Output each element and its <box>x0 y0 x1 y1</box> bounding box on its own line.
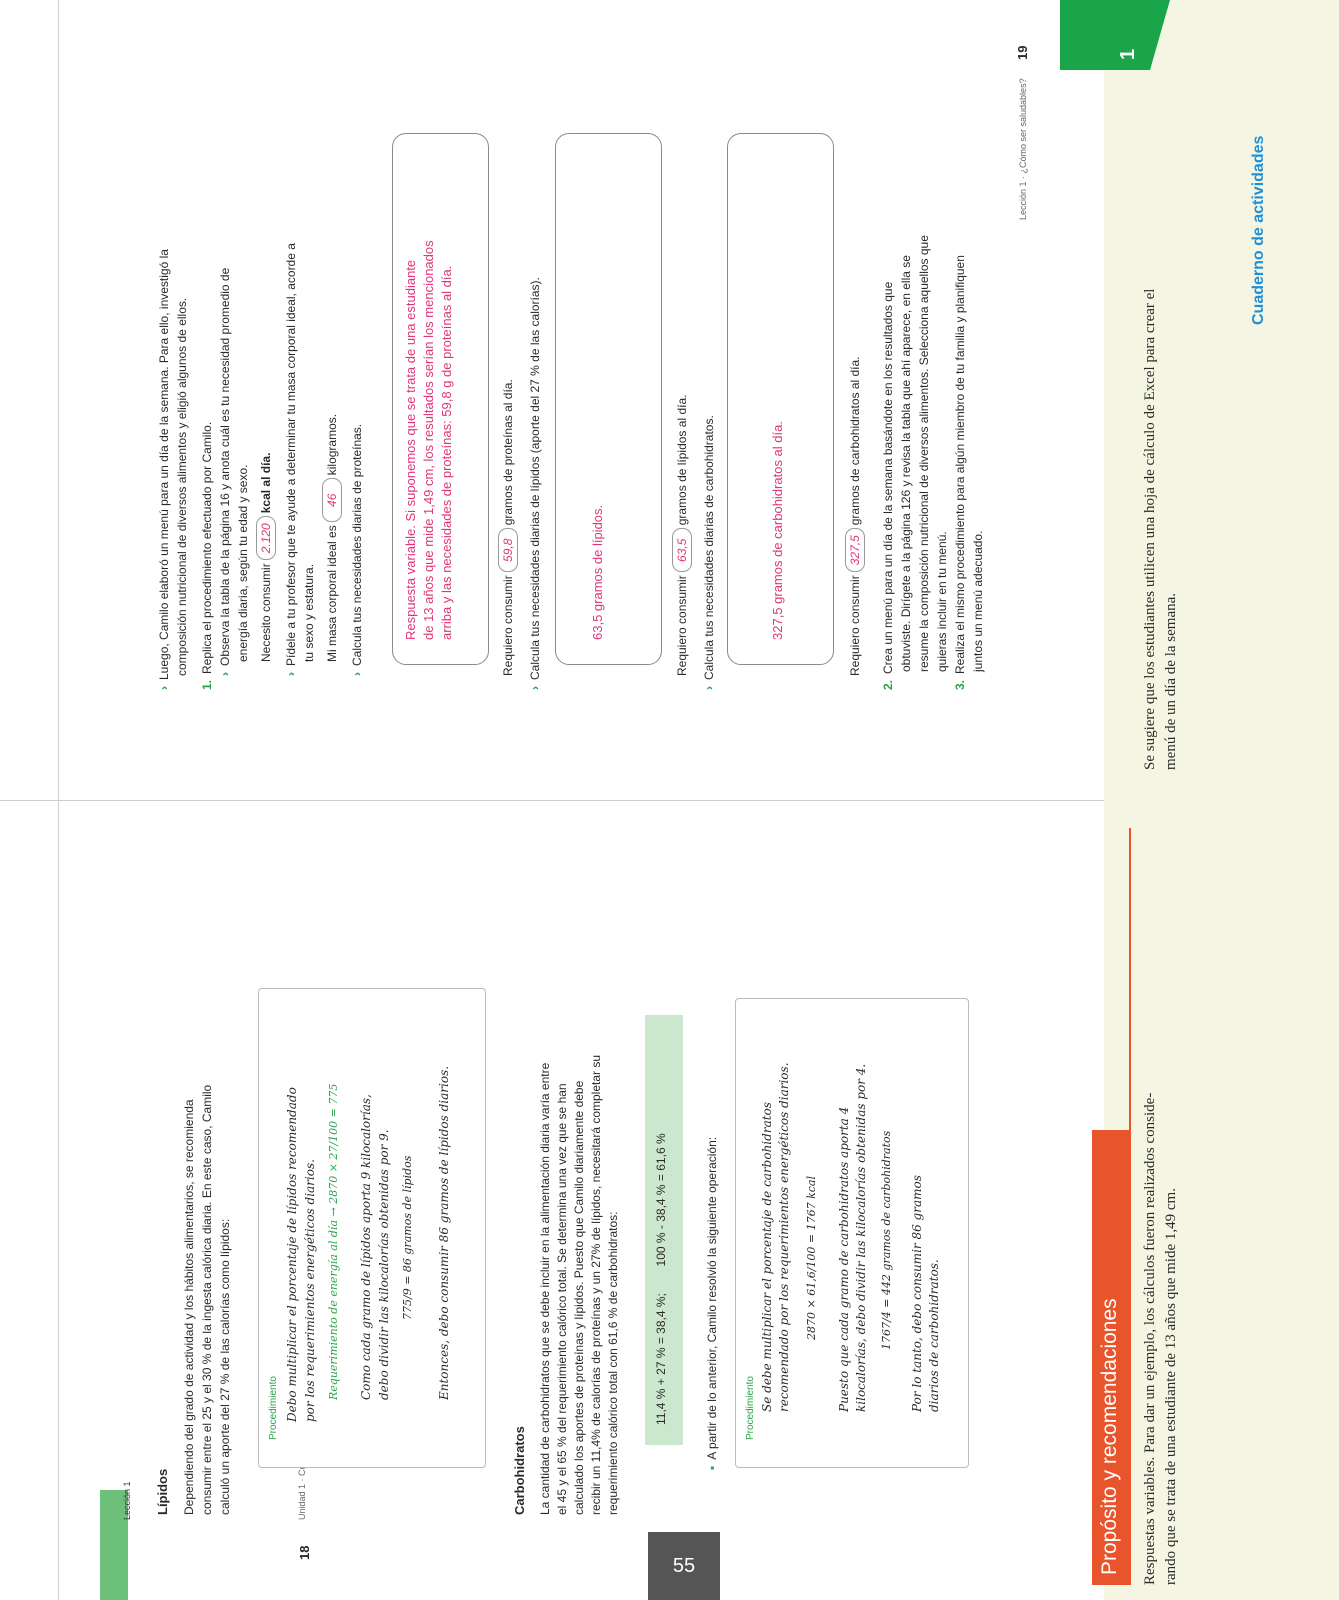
note-line: kilocalorías, debo dividir las kilocalorías obtenidas por 4. <box>854 1063 868 1412</box>
protein-field[interactable]: 59,8 <box>498 528 518 572</box>
carbohidratos-title: Carbohidratos <box>512 1426 527 1515</box>
energy-line <box>256 243 276 690</box>
text-segment: Calcula tus necesidades diarias de lípidos (aporte del 27 % de las calorías). <box>528 277 542 680</box>
left-page-number: 18 <box>297 1545 312 1560</box>
text-segment: kilogramos. <box>325 413 339 476</box>
text-segment: Mi masa corporal ideal es <box>325 525 339 662</box>
text-line: tu sexo y estatura. <box>302 563 316 662</box>
text-line: de 13 años que mide 1,49 cm, los resultados serían los mencionados <box>421 240 436 640</box>
lipid-answer: 63,5 gramos de lípidos. <box>590 504 605 640</box>
mass-line <box>322 243 342 690</box>
proposito-rule <box>1129 828 1131 1585</box>
intro-block <box>155 249 191 690</box>
text-line <box>198 243 216 690</box>
cuaderno-link[interactable]: Cuaderno de actividades <box>1250 135 1267 325</box>
note-line: recomendado por los requerimientos energéticos diarios. <box>777 1062 791 1412</box>
text-segment: Requiero consumir <box>501 575 515 676</box>
unit-tab <box>1060 0 1170 70</box>
text-line: recibir un 11,4% de calorías de proteínas y un 27% de lípidos, necesitará completar su <box>589 1054 603 1515</box>
text-segment: Replica el procedimiento efectuado por Camilo. <box>200 421 214 674</box>
arrow-icon: › <box>157 686 171 690</box>
arrow-icon: › <box>702 686 716 690</box>
note-line: Requerimiento de energía al día → 2870 × 27/100 = 775 <box>327 1083 340 1400</box>
lipid-line <box>672 395 718 690</box>
unit-tab-number: 1 <box>1117 48 1139 60</box>
text-line: Dependiendo del grado de actividad y los hábitos alimentarios, se recomienda <box>182 1099 196 1515</box>
text-line <box>216 243 234 690</box>
note-header: Procedimiento <box>268 1376 279 1440</box>
protein-line <box>498 277 544 690</box>
text-segment: Crea un menú para un día de la semana basándote en los resultados que <box>881 281 895 674</box>
carb-answer: 327,5 gramos de carbohidratos al día. <box>770 421 785 640</box>
bullet-icon: ▪ <box>705 1465 719 1470</box>
text-segment: gramos de proteínas al día. <box>501 379 515 526</box>
lipid-field[interactable]: 63,5 <box>672 528 692 572</box>
proposito-title: Propósito y recomendaciones <box>1098 1298 1121 1575</box>
text-segment: Pídele a tu profesor que te ayude a determinar tu masa corporal ideal, acorde a <box>284 243 298 666</box>
carbohidratos-intro <box>705 1137 719 1470</box>
text-line: Se sugiere que los estudiantes utilicen una hoja de cálculo de Excel para crear el <box>1142 288 1158 770</box>
note-line: debo dividir las kilocalorías obtenidas por 9. <box>377 1129 391 1400</box>
text-line: el 45 y el 65 % del requerimiento calórico total. Se determina una vez que se han <box>555 1083 569 1515</box>
note-line: 775/9 = 86 gramos de lípidos <box>401 1155 414 1320</box>
text-line: obtuviste. Dirígete a la página 126 y revisa la tabla que ahí aparece, en ella se <box>899 255 913 672</box>
text-line <box>672 395 692 690</box>
text-line <box>526 277 544 690</box>
note-line: Puesto que cada gramo de carbohidratos aporta 4 <box>837 1106 851 1412</box>
text-line: consumir entre el 25 y el 30 % de la ingesta calórica diaria. En este caso, Camilo <box>200 1084 214 1515</box>
text-line <box>155 249 173 690</box>
text-segment: Luego, Camilo elaboró un menú para un día de la semana. Para ello, investigó la <box>157 249 171 680</box>
text-segment: gramos de carbohidratos al día. <box>848 356 862 526</box>
note-header: Procedimiento <box>745 1376 756 1440</box>
text-line <box>282 243 300 690</box>
text-segment: Realiza el mismo procedimiento para algún miembro de tu familia y planifiquen <box>953 255 967 674</box>
text-segment: Requiero consumir <box>848 575 862 676</box>
lipidos-note-content <box>265 1066 453 1440</box>
text-line <box>498 277 518 690</box>
note-line: Debo multiplicar el porcentaje de lípidos recomendado <box>285 1087 299 1422</box>
lipid-answer-box[interactable] <box>555 133 662 665</box>
number-icon: 3. <box>953 679 967 690</box>
number-icon: 2. <box>881 679 895 690</box>
text-line: requerimiento calórico total con 61,6 % de carbohidratos: <box>606 1211 620 1515</box>
text-line: juntos un menú adecuado. <box>971 530 985 672</box>
note-line: Se debe multiplicar el porcentaje de carbohidratos <box>760 1102 774 1412</box>
arrow-icon: › <box>284 672 298 676</box>
arrow-icon: › <box>218 672 232 676</box>
text-line: composición nutricional de diversos alimentos y eligió algunos de ellos. <box>175 297 189 676</box>
text-line <box>879 235 897 690</box>
lesson-label: Lección 1 <box>122 1481 132 1520</box>
text-line: menú de un día de la semana. <box>1163 592 1179 770</box>
intro-text: A partir de lo anterior, Camilo resolvió la siguiente operación: <box>705 1136 719 1460</box>
note-line: Por lo tanto, debo consumir 86 gramos <box>910 1175 924 1412</box>
proposito-text <box>1140 1093 1182 1585</box>
text-line: rando que se trata de una estudiante de 13 años que mide 1,49 cm. <box>1163 1188 1179 1585</box>
carb-line-and-tasks <box>845 235 987 690</box>
text-line <box>348 243 366 690</box>
lipidos-paragraph <box>180 1085 234 1515</box>
arrow-icon: › <box>528 686 542 690</box>
note-line: 2870 × 61,6/100 = 1767 kcal <box>805 1175 818 1340</box>
note-line: por los requerimientos energéticos diarios. <box>303 1159 317 1422</box>
text-segment: kcal al día. <box>259 452 273 514</box>
text-line: quieras incluir en tu menú. <box>935 531 949 672</box>
text-segment: Calcula tus necesidades diarias de carbohidratos. <box>702 415 716 680</box>
mass-field[interactable]: 46 <box>322 478 342 522</box>
carbohidratos-note-content <box>742 1062 943 1440</box>
lipidos-title: Lípidos <box>155 1468 170 1515</box>
text-line: La cantidad de carbohidratos que se debe incluir en la alimentación diaria varía entre <box>538 1062 552 1515</box>
sugerencia-text <box>1140 289 1182 770</box>
page-badge-number: 55 <box>672 1554 696 1577</box>
text-segment: Calcula tus necesidades diarias de proteínas. <box>350 423 364 666</box>
text-line: Respuestas variables. Para dar un ejemplo, los cálculos fueron realizados conside- <box>1142 1092 1158 1585</box>
right-page-number: 19 <box>1015 45 1030 60</box>
text-line: resume la composición nutricional de diversos alimentos. Selecciona aquellos que <box>917 235 931 672</box>
text-segment: Observa la tabla de la página 16 y anota cuál es tu necesidad promedio de <box>218 267 232 666</box>
text-line <box>951 235 969 690</box>
energy-field[interactable]: 2.120 <box>256 516 276 560</box>
text-line: Respuesta variable. Si suponemos que se trata de una estudiante <box>403 259 418 640</box>
protein-answer <box>402 240 456 640</box>
right-page-footer: Lección 1 · ¿Cómo ser saludables? <box>1018 78 1028 220</box>
text-line <box>700 395 718 690</box>
carbohidratos-paragraph <box>537 1055 622 1515</box>
note-line: diarios de carbohidratos. <box>927 1259 941 1412</box>
text-segment: gramos de lípidos al día. <box>675 394 689 526</box>
spread-divider <box>0 800 1104 801</box>
text-line: arriba y las necesidades de proteínas: 59,8 g de proteínas al día. <box>439 265 454 640</box>
text-segment: Necesito consumir <box>259 563 273 662</box>
text-line: energía diaria, según tu edad y sexo. <box>236 464 250 662</box>
carb-field[interactable]: 327,5 <box>845 528 865 572</box>
arrow-icon: › <box>350 672 364 676</box>
page-badge <box>648 1532 720 1600</box>
text-line: calculado los aportes de proteínas y lípidos. Puesto que Camilo diariamente debe <box>572 1080 586 1515</box>
note-line: Entonces, debo consumir 86 gramos de lípidos diarios. <box>437 1065 451 1400</box>
text-line <box>845 235 865 690</box>
text-line: calculó un aporte del 27 % de las calorías como lípidos: <box>218 1218 232 1515</box>
number-icon: 1. <box>200 679 214 690</box>
note-line: 1767/4 = 442 gramos de carbohidratos <box>880 1130 893 1350</box>
formula: 11,4 % + 27 % = 38,4 %; 100 % - 38,4 % = 61,6 % <box>654 1133 668 1425</box>
q1-block <box>198 243 366 690</box>
text-segment: Requiero consumir <box>675 575 689 676</box>
note-line: Como cada gramo de lípidos aporta 9 kilocalorías, <box>359 1094 373 1400</box>
